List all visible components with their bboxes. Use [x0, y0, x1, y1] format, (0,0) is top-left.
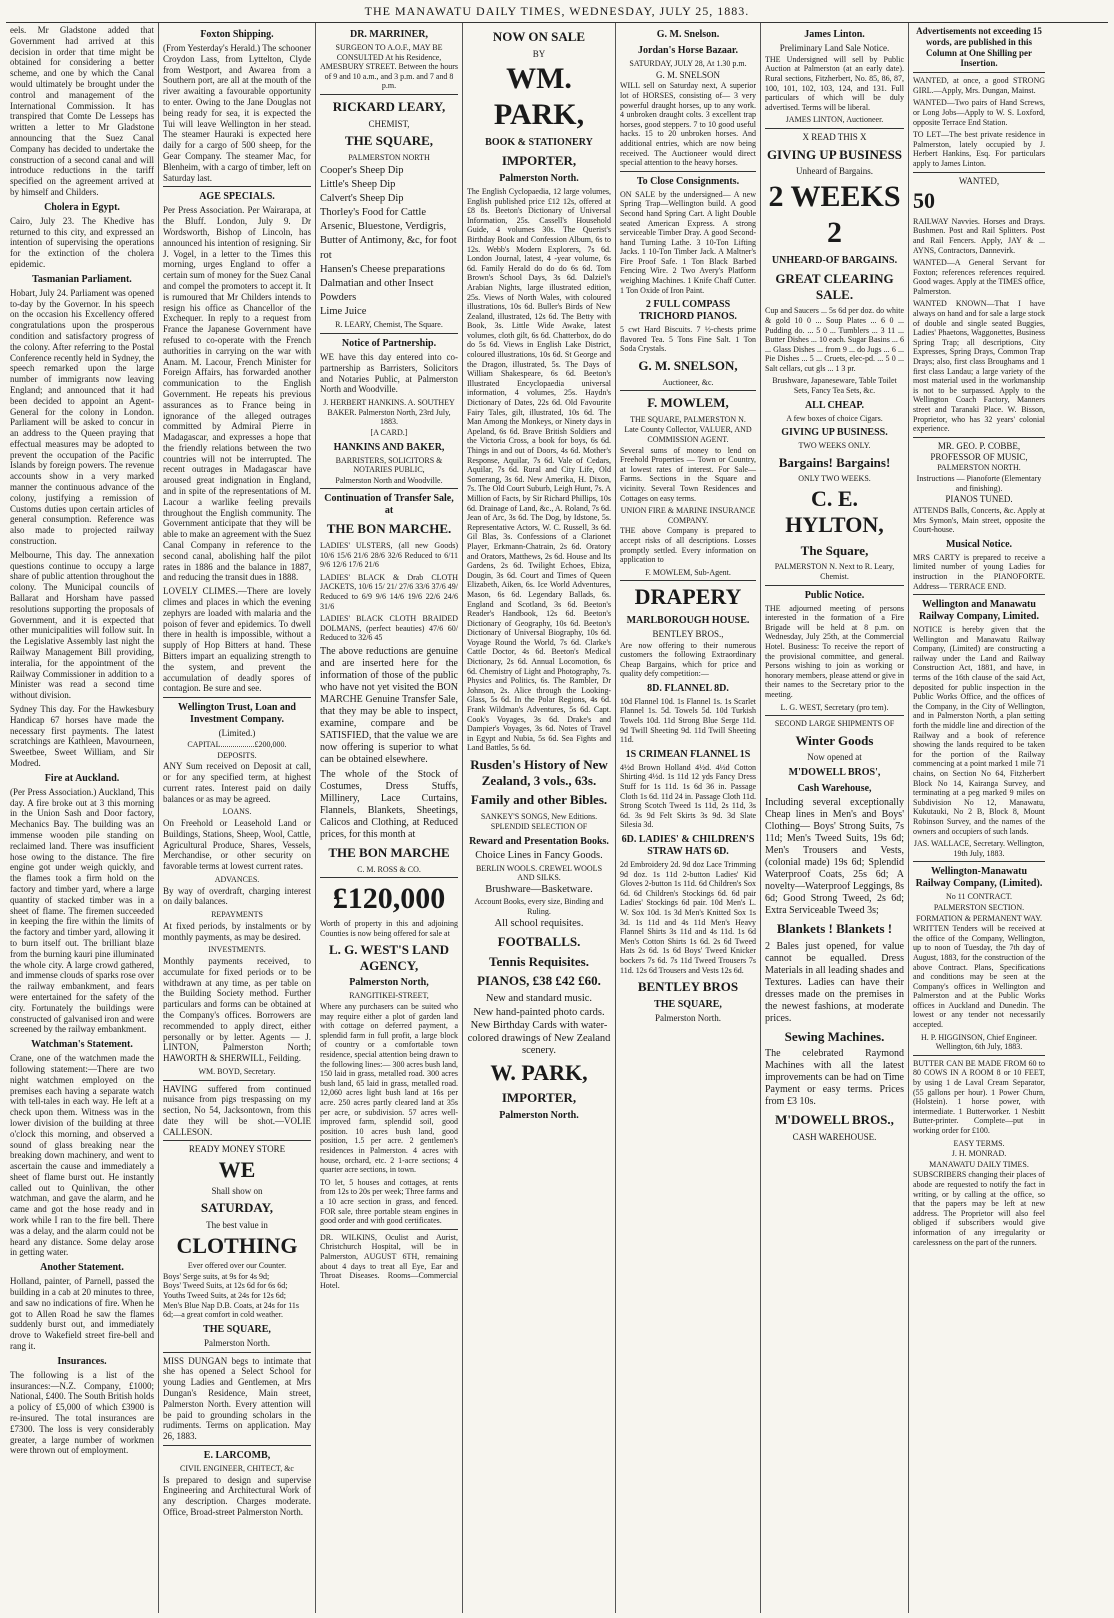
ad-text: The whole of the Stock of Costumes, Dress Stuffs, Millinery, Lace Curtains, Flannels, Blankets, Sheetings, Calicos and Clothing, at Reduced prices, for this month at [320, 768, 458, 840]
ad-heading: Jordan's Horse Bazaar. [638, 45, 738, 56]
ad-heading: Reward and Presentation Books. [469, 835, 609, 847]
divider [765, 715, 904, 716]
ad-text: Cup and Saucers ... 5s 6d per doz. do white & gold 10 0 ... Soup Plates ... 6 0 ... Pudding do. ... 5 0 ... Tumblers ... 3 11 ... Butter Dishes ... 10 each. Sugar Basins ... 6 ... Glass Dishes ... from 9 ... do Jugs ... 6 ... Pie Dishes ... 5 ... Cruets, elec-pd. ... 5 0 ... Salt cellars, cut gls ... 1 3 pr. [765, 306, 904, 373]
ad-heading: DR. MARRINER, [349, 29, 429, 40]
ad-line: C. M. ROSS & CO. [357, 864, 421, 874]
divider [913, 1055, 1045, 1056]
ad-heading: Bargains! Bargains! [778, 454, 891, 470]
ad-text: TO let, 5 houses and cottages, at rents from 12s to 20s per week; Three farms and a 10 acre section in grass, and fenced. FOR sale, three portable steam engines in good order and with good certificates. [320, 1177, 458, 1226]
classified-ad: NOTICE is hereby given that the Wellington and Manawatu Railway Company, (Limited) are constructing a railway under the Land and Railway Construction Act, 1881, and have, in terms of the 16th clause of the said Act, deposited for public inspection in the Public Works Office, and the offices of the Company, in the City of Wellington, and in Palmerston North, a plan setting forth the middle line and direction of the Railway and a book of reference showing the lands required to be taken for the portion of the Railway commencing at a point marked 1 mile 71 chains, on Section No 64, Fitzherbert Block No 14, Kairanga Survey, and terminating at a peg marked 9 miles on Subdivision No 12, Manawatu, Kukutauki, No 2 B, Block 8, Mount Robinson Survey, and the names of the owners and occupiers of such lands. [913, 625, 1045, 836]
divider [765, 585, 904, 586]
ad-heading: G. M. SNELSON, [638, 358, 738, 374]
ad-line: PALMERSTON SECTION. [933, 902, 1025, 912]
column-4 [463, 23, 616, 1613]
ad-line: CHEMIST, [368, 118, 410, 129]
ad-text: ON SALE by the undersigned— A new Spring Trap—Wellington build. A good Second hand Spring Cart. A light Double seated American Express. A strong serviceable Timber Dray. A good Second-hand Turning Lathe. 3 10-Ton Lifting Jacks. 1 10-Ton Timber Jack. A Maltner's Fire Proof Safe. 1 Ton Black Barbed Fencing Wire. 2 Two Avery's Platform weighing Machines. 1 Knife Chaff Cutter. 1 Ton Oxide of Iron Paint. [620, 189, 756, 295]
article-heading: Another Statement. [40, 1262, 124, 1274]
divider [913, 861, 1045, 862]
ad-list-item: Dalmatian and other Insect Powders [320, 277, 434, 304]
ad-list-item: Thorley's Food for Cattle [320, 207, 426, 219]
ad-heading: SATURDAY, [200, 1200, 274, 1216]
ad-heading: ALL CHEAP. [804, 399, 865, 411]
ad-line: PALMERSTON N. Next to R. Leary, Chemist. [774, 562, 895, 582]
ad-heading: BENTLEY BROS [637, 979, 739, 995]
ad-list-item: Men's Blue Nap D.B. Coats, at 24s for 11s 6d;—a great comfort in cold weather. [163, 1300, 300, 1320]
ad-subheading: DEPOSITS. [217, 750, 257, 760]
ad-text: The above reductions are genuine and are inserted here for the information of those of the public who have not yet visited the BON MARCHE Genuine Transfer Sale, that they may be able to inspect, examine, compare and be SATISFIED, that the value we are now offering is superior to what can be obtained elsewhere. [320, 645, 458, 765]
ad-list-item: Calvert's Sheep Dip [320, 192, 404, 204]
article-text: Crane, one of the watchmen made the following statement:—There are two night watchmen employed on the premises each having a separate watch with tell-tales in each way. He left at a check upon them. Witness was in the lower division of the building at three o'clock this morning, and observed a sound of glass breaking near the breaking down machinery, and went to ascertain the cause and immediately a sheet of flame burst out. He instantly called out to Quinlivan, the other watchman, and gave the alarm, and he came and got the hose ready and in work while I ran to the fire bell. There was a delay, and the alarm could not be heard any distance. Some delay arose in getting water. [10, 1053, 154, 1258]
ad-heading: CLOTHING [176, 1232, 298, 1258]
ad-heading: Musical Notice. [945, 538, 1013, 550]
ad-heading: BOOK & STATIONERY [485, 137, 593, 149]
ad-heading: L. G. WEST'S LAND AGENCY, [328, 942, 450, 973]
ad-line: Unheard of Bargains. [795, 166, 874, 177]
ad-heading: 6D. LADIES' & CHILDREN'S STRAW HATS 6D. [621, 834, 755, 858]
ad-signature: J. H. MONRAD. [951, 1149, 1007, 1159]
ad-line: PALMERSTON NORTH. [937, 463, 1021, 473]
ad-list-item: Boys' Serge suits, at 9s for 4s 9d; [163, 1271, 270, 1281]
ad-heading: WM. PARK, [493, 62, 585, 132]
divider [163, 186, 311, 187]
ad-heading: FOOTBALLS. [497, 934, 581, 950]
ad-heading: THE SQUARE, [344, 133, 434, 149]
ad-list-item: Boys' Tweed Suits, at 12s 6d for 6s 6d; [163, 1281, 288, 1291]
ad-subheading: LOANS. [222, 807, 252, 817]
masthead: THE MANAWATU DAILY TIMES, WEDNESDAY, JULY 25, 1883. [6, 0, 1108, 23]
ad-line: G. M. SNELSON [655, 69, 720, 80]
ad-heading: THE SQUARE, [203, 1323, 271, 1335]
divider [163, 1445, 311, 1446]
classified-ad: BUTTER CAN BE MADE FROM 60 to 80 COWS IN A ROOM 8 or 10 FEET, by using 1 de Laval Cream Separator, (55 gallons per hour). 1 Power Churn, (Holstein). 1 horse power, with intermediate. 1 Butterworker. 1 Nesbitt Butter-printer. Complete—put in working order for £100. [913, 1058, 1045, 1136]
classified-ad: TO LET—The best private residence in Palmerston, lately occupied by J. Herbert Hankins, Esq. For particulars apply to James Linton. [913, 130, 1045, 168]
ad-line: No 11 CONTRACT. [946, 892, 1012, 902]
ad-line: WANTED, [958, 175, 1000, 186]
article-heading: Cholera in Egypt. [44, 201, 120, 213]
ad-heading: 1S CRIMEAN FLANNEL 1S [625, 748, 751, 760]
ad-heading: HANKINS AND BAKER, [333, 441, 445, 453]
ad-list [320, 164, 458, 320]
ad-list-item: Choice Lines in Fancy Goods. [475, 849, 603, 861]
ad-heading: Palmerston North, [349, 977, 429, 989]
ad-line: SATURDAY, JULY 28, At 1.30 p.m. [629, 59, 747, 68]
ad-heading: G. M. Snelson. [656, 29, 720, 40]
ad-heading: GREAT CLEARING SALE. [775, 271, 894, 302]
ad-list-item: Cooper's Sheep Dip [320, 164, 404, 176]
ad-heading: Advertisements not exceeding 15 words, are published in this Column at One Shilling per Insertion. [916, 26, 1042, 69]
divider [320, 333, 458, 334]
ad-line: SPLENDID SELECTION OF [490, 822, 588, 832]
ad-text: 2d Embroidery 2d. 9d doz Lace Trimming 9d doz. 1s 11d 2-button Ladies' Kid Gloves 2-button 1s 11d. 6d Children's Sox 6d. 6d Children's Stockings 6d. 6d pair Ladies' Stockings 6d pair. 10d Men's L. W. Sox 10d. 1s 3d Men's Knitted Sox 1s 3d. 1s 11d and 4s 11d Men's Heavy Flannel Shirts 3s 11d and 4s 11d. 1s 6d Men's Cotton Shirts 1s 6d. 2s 6d Tweed Hats 2s 6d. 1s 6d Boys' Tweed Knicker bockers 7s 6d. 7s 11d Tweed Trousers 7s 11d. 12s 6d Trousers and Vests 12s 6d. [620, 860, 756, 975]
ad-text: WILL sell on Saturday next, A superior lot of HORSES, consisting of— 3 very powerful draught horses, up to any work. 4 unbroken draught colts. 3 excellent trap horses, good steppers. 7 to 10 good useful hacks. 15 to 20 unbroken horses. And additional entries, which are now being received. The Auctioneer would direct special attention to the heavy horses. [620, 81, 756, 168]
ad-heading: PIANOS, £38 £42 £60. [477, 973, 601, 989]
ad-line: EASY TERMS. [953, 1138, 1005, 1148]
ad-text: WE have this day entered into co-partnership as Barristers, Solicitors and Notaries Public, at Palmerston North and Woodville. [320, 352, 458, 395]
ad-heading: E. LARCOMB, [203, 1449, 271, 1461]
ad-line: Late County Collector, VALUER, AND COMMISSION AGENT. [624, 425, 752, 445]
ad-text: On Freehold or Leasehold Land or Buildings, Stations, Sheep, Wool, Cattle, Agricultural Produce, Shares, Vessels, Merchandise, or other security on favorable terms at lowest current rates. [163, 817, 311, 872]
divider [913, 594, 1045, 595]
ad-heading: Blankets ! Blankets ! [776, 921, 893, 937]
ad-line: New and standard music. [485, 992, 593, 1004]
ad-heading: Palmerston North. [499, 1109, 579, 1121]
ad-subheading: (Limited.) [218, 728, 256, 739]
ad-list-item: Brushware—Basketware. [485, 883, 593, 895]
ad-heading: F. MOWLEM, [647, 395, 729, 411]
ad-heading: To Close Consignments. [636, 175, 740, 187]
ad-heading: 8D. FLANNEL 8D. [647, 682, 729, 694]
ad-signature: R. LEARY, Chemist, The Square. [335, 320, 443, 330]
article-heading: Fire at Auckland. [44, 772, 120, 784]
article-text: eels. Mr Gladstone added that Government had arrived at this decision in order that time might be obtained for considering a better scheme, and one by which the Canal would ultimately be brought under the control and management of the International Commission. It has transpired that Comte De Lesseps has written a letter to Mr Gladstone announcing that the Suez Canal Company has decided to undertake the construction of a second canal and will introduce reductions in the tariff specified on the agreement arrived at by himself and Childers. [10, 25, 154, 197]
ad-line: Now opened at [807, 752, 862, 763]
ad-list-item: Lime Juice [320, 306, 367, 318]
divider [163, 1080, 311, 1081]
ad-list-item: Little's Sheep Dip [320, 178, 396, 190]
divider [620, 171, 756, 172]
ad-text: DR. WILKINS, Oculist and Aurist, Christchurch Hospital, will be in Palmerston, AUGUST 6TH, remaining about 4 days to treat all Eye, Ear and Throat Diseases. Rooms—Commercial Hotel. [320, 1232, 458, 1290]
ad-heading: 2 FULL COMPASS TRICHORD PIANOS. [639, 299, 737, 323]
divider [765, 128, 904, 129]
ad-line: FORMATION & PERMANENT WAY. [916, 913, 1042, 923]
ad-list-item: All school requisites. [494, 917, 584, 929]
ad-text: 2 Bales just opened, for value cannot be equalled. Dress Materials in all leading shades and Textures. Ladies can have their dresses made on the premises in the newest fashions, at moderate prices. [765, 940, 904, 1024]
classified-ad: ATTENDS Balls, Concerts, &c. Apply at Mrs Symon's, Main street, opposite the Court-house. [913, 505, 1045, 535]
ad-subheading: REPAYMENTS [211, 910, 263, 920]
ad-line: RANGITIKEI-STREET, [349, 991, 429, 1001]
article-text: Sydney This day. For the Hawkesbury Handicap 67 horses have made the necessary first payments. The latest scratchings are Kathleen, Mavourneen, Sweetbee, Sweet William, and Sir Modred. [10, 704, 154, 768]
ad-heading: M'DOWELL BROS., [775, 1112, 894, 1128]
classified-ad: SUBSCRIBERS changing their places of abode are requested to notify the fact in writing, or by calling at the office, so that the papers may be left at new address. The Proprietor will also feel obliged if subscribers would give information of any irregularity or carelessness on the part of the runners. [913, 1170, 1045, 1247]
ad-line: BARRISTERS, SOLICITORS & NOTARIES PUBLIC, [335, 455, 443, 475]
classified-ad: WANTED, at once, a good STRONG GIRL.—Apply, Mrs. Dungan, Mainst. [913, 76, 1045, 95]
ad-heading: Rusden's History of New Zealand, 3 vols., 63s. [470, 757, 608, 788]
ad-line: READY MONEY STORE [188, 1144, 286, 1155]
divider [913, 437, 1045, 438]
classified-ad: WRITTEN Tenders will be received at the office of the Company, Wellington, up to noon of Tuesday, the 7th day of August, 1883, for the construction of the above Contract. Plans, Specifications and conditions may be seen at the Company's offices in Wellington and Palmerston and at the Public Works offices in Auckland and Dunedin. The lowest or any tender not necessarily accepted. [913, 924, 1045, 1030]
ad-heading: NOW ON SALE [492, 29, 586, 44]
classified-ad: WANTED—Two pairs of Hand Screws, or Long Jobs—Apply to W. S. Loxford, opposite Terrace End Station. [913, 98, 1045, 127]
article-text: Per Press Association. Per Wairarapa, at the Bluff. London, July 9. Dr Wordsworth, Bishop of Lincoln, has announced his intention of resigning. Sir J. Vogel, in a letter to the Times this morning, urges England to offer a certain sum of money for the Suez Canal and compel the promoters to accept it. It is rumoured that Mr Childers intends to resign his office as Chancellor of the Exchequer. In reply to a request from France the Japanese Government have refused to co-operate with the French authorities in carrying on the war with Anam. M. Lacour, French Minister for Foreign Affairs, has forwarded another communication to the English Government. He repeats his previous assurances as to France being in ignorance of the alleged outrages committed by Admiral Pierre in Madagascar, and expresses a hope that the friendly relations between the two countries will not be interrupted. The recent outrages in Madagascar have aroused great indignation in England, and in spite of the representations of M. Lacour a warlike feeling prevails throughout the English community. The Government anticipate that they will be able to make an agreement with the Suez Canal Company in reference to the second canal, abolishing half the pilot rates in 1886 and the balance in 1887, and reducing the transit dues in 1888. [163, 205, 311, 583]
ad-heading: Public Notice. [804, 589, 865, 601]
ad-heading: Cash Warehouse, [797, 783, 872, 795]
classified-ad: RAILWAY Navvies. Horses and Drays. Bushmen. Post and Rail Splitters. Post and Rail Fencers. Apply, JAY & ... AYNS, Contractors, Dannevirk. [913, 216, 1045, 255]
ad-line: THE SQUARE, PALMERSTON N. [630, 414, 746, 424]
ad-heading: Family and other Bibles. [470, 792, 608, 808]
article-text: Holland, painter, of Parnell, passed the building in a cab at 20 minutes to three, and saw no indications of fire. When he got to Allen Road he saw the flames suddenly burst out, and immediately drove to Wakefield street fire-bell and rang it. [10, 1276, 154, 1352]
ad-heading: £120,000 [332, 882, 446, 916]
column-6 [761, 23, 909, 1613]
divider [163, 697, 311, 698]
classified-ad: WANTED KNOWN—That I have always on hand and for sale a large stock of double and single seated Buggies, Ladies' Phaetons, Waggonettes, Business Spring Trap; all descriptions, City Expresses, Spring Drays, Common Trap Drays; also, first class Broughams and 1 first class Landau; a large variety of the most material used in the workmanship is not to be surpassed. Apply to the Wellington Coach Factory, Manners street and Taranaki Place. W. Bisson, Proprietor, who has 32 years' colonial experience. [913, 299, 1045, 434]
ad-line: X READ THIS X [802, 131, 867, 142]
ad-text: The celebrated Raymond Machines with all the latest improvements can be had on Time Payment or easy terms. Prices from £3 10s. [765, 1048, 904, 1108]
column-7 [909, 23, 1049, 1613]
ad-heading: Winter Goods [795, 732, 874, 748]
divider [163, 1140, 311, 1141]
ad-line: CAPITAL.................£200,000. [187, 740, 287, 750]
ad-list-item: Arsenic, Bluestone, Verdigris, Butter of Antimony, &c, for foot rot [320, 221, 457, 261]
ad-line: Preliminary Land Sale Notice. [779, 43, 890, 53]
column-5 [616, 23, 761, 1613]
ad-line: PALMERSTON NORTH [348, 152, 430, 162]
ad-heading: James Linton. [804, 29, 865, 40]
ad-line: Palmerston North. [204, 1337, 270, 1348]
divider [913, 72, 1045, 73]
ad-line: TWO WEEKS ONLY. [798, 441, 871, 451]
ad-heading: Tennis Requisites. [489, 953, 589, 969]
divider [620, 390, 756, 391]
ad-line: BENTLEY BROS., [652, 628, 724, 639]
ad-text: At fixed periods, by instalments or by monthly payments, as may be desired. [163, 920, 311, 942]
ad-heading: MARLBOROUGH HOUSE. [626, 614, 750, 626]
ad-heading: THE SQUARE, [654, 998, 722, 1010]
ad-text: The English Cyclopaedia, 12 large volumes, English published price £12 12s, offered at £8 8s. Beeton's Dictionary of Universal Information, 25s. Cassell's Household Guide, 4 volumes 30s. The Querist's Birthday Book and Confession Album, 6s to 12s. Webb's Modern Explorers, 7s 6d. London Journal, latest, 4 -year volume, 6s 6d. Family Herald do do do 6s 6d. Tom Brown's School Days, 3s 6d. Dalziel's Arabian Nights, large illustrated edition, 25s. Views of North Wales, with coloured illustrations, 10s 6d. Buller's Birds of New Zealand, illustrated, 12s 6d. The Betty with Book, 3s. Little Wide Awake, latest volumes, cloth gilt, 6s 6d. Chatterbox, do do do 5s 6d. Views in English Lake District, coloured illustrations, 10s 6d. St George and the Dragon, illustrated, 5s. The Days of William Shakespeare, 6s 6d. Beeton's Illustrated Encyclopaedia universal information, 4 volumes, 25s. Haydn's Dictionary of Dates, 22s 6d. Old Favourite Fairy Tales, gilt, illustrated, 10s 6d. The Man Among the Monkeys, or Ninety days in Apeland, 6s 6d. Brave British Soldiers and the Victoria Cross, a book for boys, 6s 6d. Things in and out of Doors, 4s 6d. Mother's Response, Aquilar, 7s 6d. Vale of Cedars, Aquilar, 7s 6d. Rural and City Life, Old Somerang, 3s 6d. New Amerika, H. Dixon, 7s. The Old Court Suburb, Leigh Hunt, 7s. A Million of Facts, by Sir Richard Phillips, 10s 6d. Drainage of Land, &c., A. Roland, 7s 6d. Jean of Arc, 3s 6d. The Dog, by Idstone, 5s. Representative Actors, W. C. Russell, 3s 6d. Gil Blas, 3s. Confessions of a Clarionet Player, Erkmann-Chatrain, 2s 6d. Oratory and Orators, Matthews, 2s 6d. House and Its Gardens, 2s 6d. Twilight Echoes, Ebiza, Dougin, 3s 6d. Court and Times of Queen Elizabeth, Aiken, 6s. Ice World Adventures, Mason, 6s 6d. Legendary Ballads, 6s. England and Scotland, 3s 6d. Beeton's Reader's Handbook, 12s 6d. Beeton's Dictionary of Geography, 10s 6d. Beeton's Dictionary of Universal Biography, 10s 6d. Voyage Round the World, 7s 6d. Clarke's Cattle Doctor, 4s 6d. Beeton's Medical Dictionary, 2s 6d. Annual Locomotion, 6s 6d. Chemistry of Light and Photography, 7s. Physics and Politics, 6s. The Rambler, Dr Johnson, 2s. Alice through the Looking-Glass, 5s 6d. In the Polar Regions, 4s 6d. Frank Wildman's Adventures, 5s 6d. Capt. Cook's Voyages, 3s 6d. Drake's and Dampier's Voyages, 3s 6d. Notes of Travel in Egypt and Nubia, 5s 6d. Sea Fights and Land Battles, 5s 6d. [467, 186, 611, 753]
ad-text: MISS DUNGAN begs to intimate that she has opened a Select School for young Ladies and Gentlemen, at Mrs Dungan's Residence, Main street, Palmerston North. Every attention will be paid to grounding scholars in the rudiments. Terms on application. May 26, 1883. [163, 1355, 311, 1442]
ad-signature: WM. BOYD, Secretary. [198, 1066, 276, 1076]
column-1 [6, 23, 159, 1613]
ad-heading: 50 [913, 188, 935, 214]
ad-text: LADIES' ULSTERS, (all new Goods) 10/6 15/6 21/6 28/6 32/6 Reduced to 6/11 9/6 12/6 17/6 21/6 [320, 540, 458, 570]
ad-line: Instructions — Pianoforte (Elementary and finishing). [916, 473, 1042, 493]
ad-line: Palmerston North and Woodville. [335, 475, 443, 485]
ad-list-item: Youths Tweed Suits, at 24s for 12s 6d; [163, 1291, 286, 1301]
divider [320, 1229, 458, 1230]
ad-heading: DRAPERY [634, 584, 742, 610]
divider [620, 580, 756, 581]
article-text: Cairo, July 23. The Khedive has returned to this city, and expressed an intention of supervising the operations for the extinction of the cholera epidemic. [10, 215, 154, 269]
ad-text: Is prepared to design and supervise Engineering and Architectural Work of any description. Charges moderate. Office, Broad-street Palmerston North. [163, 1474, 311, 1517]
ad-heading: C. E. HYLTON, [785, 486, 884, 538]
ad-signature: JAS. WALLACE, Secretary. Wellington, 19th July, 1883. [913, 839, 1045, 858]
ad-heading: The Square, [800, 542, 869, 558]
article-heading: AGE SPECIALS. [199, 191, 275, 203]
ad-text: Worth of property in this and adjoining Counties is now being offered for sale at [320, 919, 458, 938]
ad-list-item: BERLIN WOOLS. CREWEL WOOLS AND SILKS. [475, 863, 603, 883]
ad-heading: Wellington-Manawatu Railway Company, (Limited). [915, 866, 1043, 890]
ad-line: [A CARD.] [370, 428, 408, 437]
divider [320, 488, 458, 489]
ad-line: CIVIL ENGINEER, CHITECT, &c [180, 1463, 294, 1473]
ad-line: PIANOS TUNED. [945, 494, 1013, 505]
ad-line: The best value in [206, 1220, 268, 1231]
ad-line: ONLY TWO WEEKS. [798, 474, 871, 484]
divider [320, 94, 458, 95]
ad-heading: UNHEARD-OF BARGAINS. [771, 255, 898, 267]
divider [163, 1352, 311, 1353]
divider [320, 877, 458, 878]
ad-heading: M'DOWELL BROS', [788, 767, 881, 779]
ad-heading: Notice of Partnership. [341, 338, 437, 350]
ad-line: Auctioneer, &c. [662, 377, 714, 387]
ad-text: THE adjourned meeting of persons interested in the formation of a Fire Brigade will be held at 8 p.m. on Wednesday, July 25th, at the Commercial Hotel. Business: To receive the report of the provisional committee, and general. Persons wishing to join as working or honorary members, please attend or give in their names to the Secretary prior to the meeting. [765, 603, 904, 699]
article-text: (Per Press Association.) Auckland, This day. A fire broke out at 3 this morning in the Union Sash and Door factory, Mechanics Bay. The building was an immense wooden pile standing on reclaimed land. There was insufficient hose owing to the distance. The fire engine got under weigh quickly, and the flames took a firm hold on the factory and timber yard, where a large quantity of stacked timber was in a sheet of flame. The firemen succeeded in keeping the fire within the limits of the factory and timber yard, allowing it to burn itself out. The brilliant blaze from the burning kauri pine illuminated the whole city. A large crowd gathered, and immense clouds of sparks rose over the railway embankment, and fears were entertained for the safety of the city. Fortunately the buildings were constructed of galvanised iron and were screened by the railway embankment. [10, 786, 154, 1035]
ad-signature: H. P. HIGGINSON, Chief Engineer. Wellington, 6th July, 1883. [921, 1032, 1037, 1052]
classified-ad: WANTED—A General Servant for Foxton; references references required. Good wages. Apply at the TIMES office, Palmerston. [913, 258, 1045, 296]
ad-text: Are now offering to their numerous customers the following Extraordinary Cheap Bargains, which for price and quality defy competition:— [620, 640, 756, 679]
ad-heading: Continuation of Transfer Sale, at [324, 493, 454, 517]
ad-subheading: INVESTMENTS. [208, 945, 266, 955]
ad-line: New Birthday Cards with water-colored drawings of New Zealand scenery. [467, 1020, 611, 1057]
ad-line: CASH WAREHOUSE. [792, 1131, 877, 1142]
ad-subheading: ADVANCES. [214, 874, 260, 884]
ad-line: BY [532, 48, 546, 59]
article-heading: Tasmanian Parliament. [32, 273, 132, 285]
ad-heading: IMPORTER, [501, 1090, 577, 1106]
ad-heading: IMPORTER, [501, 153, 577, 169]
ad-heading: THE BON MARCHE. [326, 521, 452, 537]
classified-ad: MRS CARTY is prepared to receive a limited number of young Ladies for instruction in the PIANOFORTE. Address— TERRACE END. [913, 552, 1045, 591]
ad-line: MANAWATU DAILY TIMES. [929, 1159, 1029, 1169]
ad-heading: W. PARK, [490, 1059, 588, 1085]
ad-line: Brushware, Japaneseware, Table Toilet Sets, Fancy Tea Sets, &c. [772, 376, 897, 396]
ad-text: Including several exceptionally Cheap lines in Men's and Boys' Clothing— Boys' Strong Suits, 7s 11d; Men's Tweed Suits, 19s 6d; Men's Trousers and Vests, (colonial made) 19s 6d; Splendid Waterproof Coats, 25s 6d; A novelty—Waterproof Leggings, 8s 6d; Good Strong Tweed, 2s 6d; Extra Serviceable Tweed 3s; [765, 797, 904, 917]
ad-text: LADIES' BLACK CLOTH BRAIDED DOLMANS, (perfect beauties) 47/6 60/ Reduced to 32/6 45 [320, 614, 458, 643]
ad-text: 4½d Brown Holland 4½d. 4½d Cotton Shirting 4½d. 1s 11d 12 yds Fancy Dress Stuff for 1s 11d. 1s 6d 36 in. Passage Cloth 1s 6d. 11d 24 in. Passage Cloth 11d. Strong Scotch Tweed 1s 11d, 2s 11d, 3s 6d. 3s 9d Felt Skirts 3s 9d. 3d Slate Silesia 3d. [620, 762, 756, 830]
ad-heading: GIVING UP BUSINESS. [781, 427, 888, 439]
ad-line: SANKEY'S SONGS, New Editions. [480, 811, 598, 821]
ad-list-item: Account Books, every size, Binding and Ruling. [474, 897, 604, 916]
ad-text: ANY Sum received on Deposit at call, or for any specified term, at highest current rates. Interest paid on daily balances or as may be agreed. [163, 761, 311, 804]
article-text: (From Yesterday's Herald.) The schooner Croydon Lass, from Lyttelton, Clyde from Westport, and Awarea from a Southern port, are all at the mouth of the river awaiting a favourable opportunity to enter. Owing to the Jane Douglas not being ready for sea, it is expected the Tui will leave Wellington in her stead. The steamer Hauraki is expected here daily for a cargo of 500 sheep, for the Gear Company. The steamer Mac, for Blenheim, with a cargo of timber, left on Saturday last. [163, 43, 311, 183]
ad-text: HAVING suffered from continued nuisance from pigs trespassing on my section, No 54, Jacksontown, from this date they will be shot.—VOLIE CALLESON. [163, 1083, 311, 1137]
ad-line: Palmerston North. [655, 1012, 721, 1023]
ad-text: By way of overdraft, charging interest on daily balances. [163, 885, 311, 907]
ad-heading: Sewing Machines. [784, 1028, 885, 1044]
ad-heading: Wellington Trust, Loan and Investment Company. [178, 702, 296, 726]
article-heading: Foxton Shipping. [200, 29, 274, 40]
ad-heading: Wellington and Manawatu Railway Company, Limited. [918, 599, 1039, 623]
column-2 [159, 23, 316, 1613]
article-text: The following is a list of the insurances:—N.Z. Company, £1000; National, £400. The South British holds a policy of £5,000 of which £3900 is re-insured. The total insurances are £7300. The loss is very considerably greater, a large number of workmen were thrown out of employment. [10, 1369, 154, 1456]
newspaper-columns [6, 23, 1108, 1613]
ad-signature: F. MOWLEM, Sub-Agent. [645, 567, 731, 577]
ad-text: Where any purchasers can be suited who may require either a plot of garden land with cottage on deferred payment, a splendid farm in full profit, a large block of country or a comfortable town residence, special attention being drawn to the following lines:— 300 acres bush land, 150 laid in grass, metalled road. 300 acres bush land, 65 laid in grass, metalled road. 12,060 acres light bush land at 16s per acre. 250 acres partly cleared land at 35s per acre, or subdivision. 57 acres well-improved farm, splendid soil, good position. 10 acres bush land, good position, 1.5 per acre. 2 gentlemen's residences in Palmerston. 4 acres with house, orchard, etc. 2 1-acre sections; 4 quarter acre sections, in town. [320, 1002, 458, 1175]
ad-text: 5 cwt Hard Biscuits. 7 ½-chests prime flavored Tea. 5 Tons Fine Salt. 1 Ton Soda Crystals. [620, 325, 756, 354]
ad-heading: 2 WEEKS 2 [768, 180, 901, 250]
ad-heading: RICKARD LEARY, [332, 98, 446, 114]
ad-text: Several sums of money to lend on Freehold Properties — Town or Country, at lowest rates of interest. For Sale—Farms. Sections in the Square and vicinity. Several Town Residences and Cottages on easy terms. [620, 445, 756, 503]
ad-heading: MR. GEO. P. COBBE, PROFESSOR OF MUSIC, [930, 440, 1028, 462]
ad-signature: L. G. WEST, Secretary (pro tem). [780, 702, 889, 712]
ad-heading: GIVING UP BUSINESS [766, 146, 903, 162]
ad-text: SURGEON TO A.O.F., MAY BE CONSULTED At his Residence, AMESBURY STREET. Between the hours of 9 and 10 a.m., and 3 p.m. and 7 and 8 p.m. [320, 43, 458, 91]
ad-text: 10d Flannel 10d. 1s Flannel 1s. 1s Scarlet Flannel 1s. 5d. Towels 5d. 10d Turkish Towels 10d. 11d Strong Blue Serge 11d. 9d Twill Sheeting 9d. 11d Twill Sheeting 11d. [620, 696, 756, 745]
ad-signature: JAMES LINTON, Auctioneer. [785, 115, 884, 125]
column-3 [316, 23, 463, 1613]
article-heading: Insurances. [57, 1355, 107, 1367]
ad-line: A few boxes of choice Cigars. [786, 413, 883, 423]
article-text: Hobart, July 24. Parliament was opened to-day by the Governor. In his speech on the occasion his Excellency offered congratulations upon the prosperous condition and satisfactory progress of the colony. After referring to the Postal Conference recently held in Sydney, the speech remarked upon the large number of immigrants now leaving England; and announced that it had been decided to appoint an Agent-General for the colony in London. Parliament will be asked to concur in an address to the Queen praying that effectual measures may be adopted to prevent the occupation of the Pacific Islands by foreign powers. The revenue accounts show in a very marked manner the continuous advance of the colony, justifying a remission of Customs duties upon certain articles of general consumption. Reference was also made to projected railway construction. [10, 287, 154, 547]
ad-list-item: Hansen's Cheese preparations [320, 263, 445, 275]
article-text: Melbourne, This day. The annexation questions continue to occupy a large share of public attention throughout the colony. The Municipal councils of Ballarat and Horsham have passed resolutions supporting the proposals of Government, and it is expected that other municipalities will follow suit. In the Legislative Assembly last night the Railway Management Bill providing, interalia, for the appointment of the Railway Commissioner in addition to a Minister was read a second time without division. [10, 549, 154, 701]
divider [913, 172, 1045, 173]
ad-text: LADIES' BLACK & Drab CLOTH JACKETS, 10/6 15/ 21/ 27/6 33/6 37/6 49/ Reduced to 6/9 9/6 14/6 19/6 22/6 24/6 31/6 [320, 572, 458, 611]
ad-signature: J. HERBERT HANKINS. A. SOUTHEY BAKER. Palmerston North, 23rd July, 1883. [323, 398, 455, 427]
ad-heading: Palmerston North. [499, 172, 579, 184]
article-text: LOVELY CLIMES.—There are lovely climes and places in which the evening zephyrs are loaded with malaria and the poison of fever and epidemics. To dwell there in health is impossible, without a supply of Hop Bitters at hand. These Bitters impart an equalizing strength to the system, and prevent the accumulation of deadly spores of contagion. Be sure and see. [163, 586, 311, 694]
ad-line: Ever offered over our Counter. [187, 1261, 287, 1271]
ad-text: THE above Company is prepared to accept risks of all descriptions. Losses promptly settled. Every information on application to [620, 526, 756, 565]
ad-line: Shall show on [211, 1185, 263, 1196]
ad-line: New hand-painted photo cards. [473, 1006, 605, 1018]
ad-heading: WE [218, 1157, 256, 1183]
article-heading: Watchman's Statement. [31, 1039, 133, 1051]
ad-text: THE Undersigned will sell by Public Auction at Palmerston (at an early date). Rural sections, Fitzherbert, No. 85, 86, 87, 100, 101, 102, 103, 124, and 131. Full particulars of which will be duly advertised. Terms will be liberal. [765, 54, 904, 112]
ad-text: Monthly payments received, to accumulate for fixed periods or to be withdrawn at any time, as per table on the Building Society method. Further particulars and forms can be obtained at the Company's offices. Borrowers are recommended to apply direct, either personally or by letter. Agents — J. LINTON, Palmerston North; HAWORTH & SHERWILL, Feilding. [163, 955, 311, 1064]
ad-line: SECOND LARGE SHIPMENTS OF [774, 719, 895, 729]
ad-heading: THE BON MARCHE [328, 844, 450, 860]
ad-line: UNION FIRE & MARINE INSURANCE COMPANY. [620, 506, 756, 525]
